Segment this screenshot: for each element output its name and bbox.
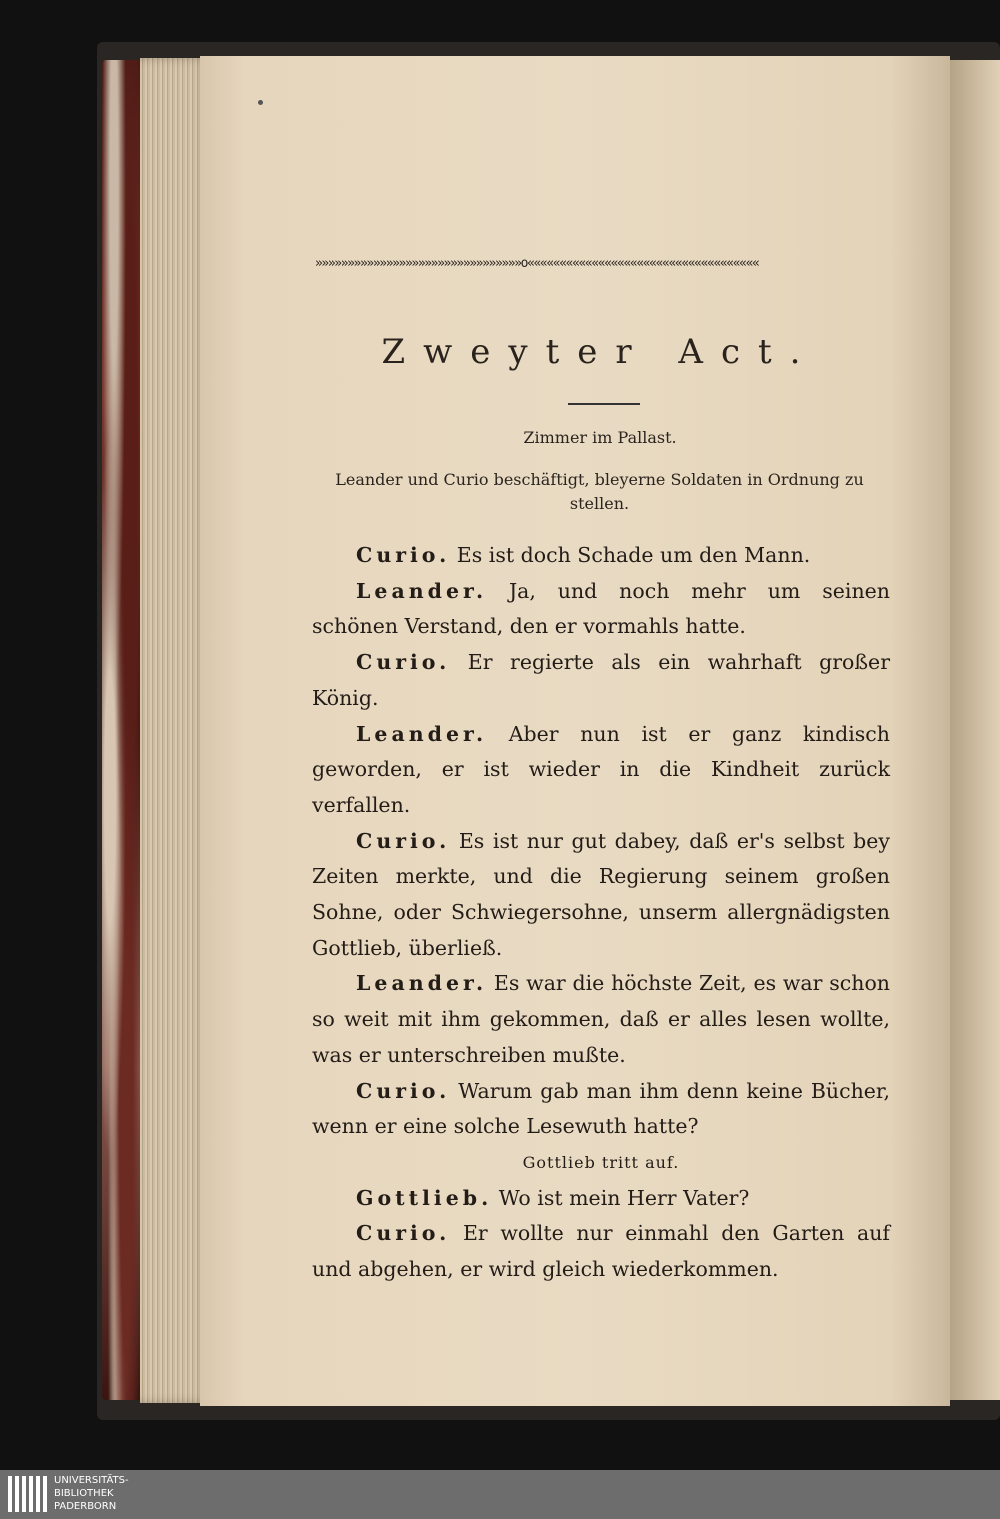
- dialogue-line: [312, 1216, 890, 1287]
- dialogue-line: [312, 645, 890, 716]
- dialogue-line: [312, 1074, 890, 1145]
- speaker-name: Gottlieb.: [356, 1185, 493, 1210]
- dialogue-line: [312, 717, 890, 824]
- line-text: Es ist doch Schade um den Mann.: [456, 543, 811, 567]
- logo-line: UNIVERSITÄTS-: [54, 1475, 129, 1486]
- line-text: Ja, und noch mehr um seinen schönen Verstand, den er vormahls hatte.: [312, 578, 890, 639]
- stage-direction-opening: Leander und Curio beschäftigt, bleyerne Soldaten in Ordnung zu stellen.: [335, 470, 864, 513]
- speaker-name: Curio.: [356, 543, 451, 567]
- logo-line: PADERBORN: [54, 1501, 117, 1512]
- speaker-name: Curio.: [356, 1221, 451, 1246]
- marbled-binding: [102, 60, 142, 1400]
- speaker-name: Leander.: [356, 578, 488, 603]
- line-text: Aber nun ist er ganz kindisch geworden, er ist wieder in die Kindheit zurück verfallen.: [312, 721, 890, 817]
- scene-heading: Zimmer im Pallast.: [523, 428, 677, 447]
- dialogue-line: [312, 966, 890, 1073]
- title-divider: [568, 403, 640, 405]
- library-logo-text: [54, 1474, 129, 1513]
- line-text: Es war die höchste Zeit, es war schon so weit mit ihm gekommen, daß er alles lesen wollte, was er unterschreiben mußte.: [312, 971, 890, 1067]
- line-text: Er wollte nur einmahl den Garten auf und abgehen, er wird gleich wiederkommen.: [312, 1221, 890, 1282]
- ornamental-rule: »»»»»»»»»»»»»»»»»»»»»»»»»»»»»»»»o««««««««««««««««««««««««««««««««««««: [315, 256, 759, 271]
- library-footer: [0, 1470, 1000, 1519]
- dialogue-line: [312, 538, 890, 574]
- line-text: Wo ist mein Herr Vater?: [498, 1185, 750, 1210]
- page-speck: [258, 100, 263, 105]
- facing-page-edge: [950, 60, 1000, 1400]
- line-text: Er regierte als ein wahrhaft großer König.: [312, 650, 890, 710]
- speaker-name: Leander.: [356, 971, 488, 996]
- speaker-name: Curio.: [356, 650, 451, 675]
- line-text: Es ist nur gut dabey, daß er's selbst bey Zeiten merkte, und die Regierung seinem großen Sohne, oder Schwiegersohne, unserm allergnädigsten Gottlieb, überließ.: [312, 828, 890, 960]
- dialogue-line: [312, 574, 890, 645]
- speaker-name: Curio.: [356, 828, 451, 853]
- act-title: Zweyter Act.: [381, 332, 819, 372]
- stage-direction: Gottlieb tritt auf.: [522, 1152, 680, 1172]
- dialogue-line: [312, 1181, 890, 1217]
- dialogue-line: [312, 824, 890, 967]
- logo-line: BIBLIOTHEK: [54, 1488, 114, 1499]
- line-text: Warum gab man ihm denn keine Bücher, wenn er eine solche Lesewuth hatte?: [312, 1078, 890, 1139]
- speaker-name: Curio.: [356, 1078, 451, 1103]
- library-logo-icon: [8, 1476, 47, 1512]
- dialogue-text: [312, 538, 890, 1288]
- speaker-name: Leander.: [356, 721, 488, 746]
